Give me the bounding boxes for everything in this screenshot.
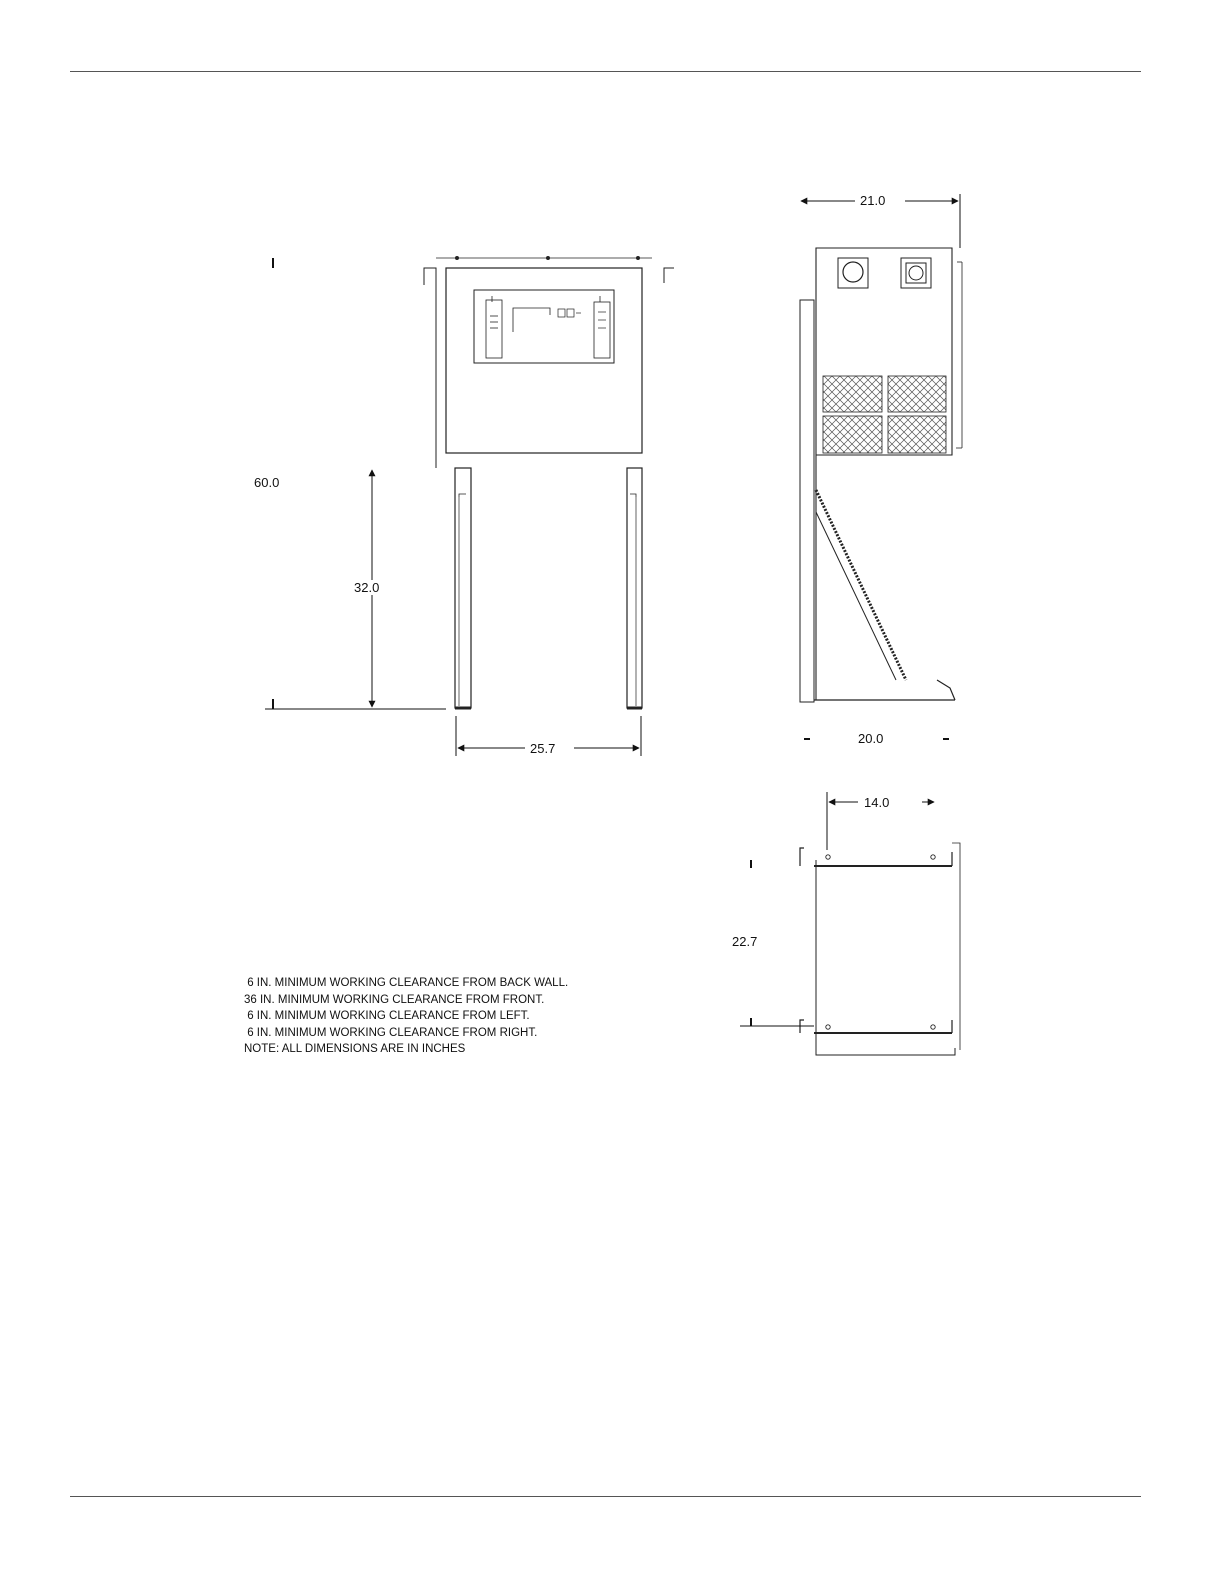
back-post (800, 300, 814, 702)
base-view (800, 843, 960, 1055)
dimension-total-height: 60.0 (254, 475, 280, 490)
dimension-base-width: 14.0 (864, 795, 890, 810)
note-front: 36 IN. MINIMUM WORKING CLEARANCE FROM FRONT. (244, 993, 545, 1006)
note-right: 6 IN. MINIMUM WORKING CLEARANCE FROM RIGHT. (244, 1026, 538, 1039)
vent-grille-4 (888, 416, 946, 453)
front-right-leg (627, 468, 642, 708)
mount-hole (826, 1025, 830, 1029)
mount-hole (826, 855, 830, 859)
vent-grille-3 (823, 416, 882, 453)
base-dimension-lines (740, 792, 934, 1026)
mount-hole (931, 855, 935, 859)
vent-grille-1 (823, 376, 882, 412)
note-back-wall: 6 IN. MINIMUM WORKING CLEARANCE FROM BACK WALL. (244, 977, 569, 989)
control-panel (474, 290, 614, 363)
front-cabinet-outline (446, 268, 642, 453)
side-view (800, 248, 962, 702)
front-view (424, 257, 674, 708)
dimension-base-depth: 22.7 (732, 934, 758, 949)
front-left-leg (455, 468, 471, 708)
clearance-notes (244, 975, 568, 1058)
front-dimension-lines (265, 258, 641, 756)
mount-hole (931, 1025, 935, 1029)
dimension-leg-height: 32.0 (354, 580, 380, 595)
side-dimension-lines (801, 194, 960, 739)
note-left: 6 IN. MINIMUM WORKING CLEARANCE FROM LEFT. (244, 1010, 530, 1022)
note-units: NOTE: ALL DIMENSIONS ARE IN INCHES (244, 1043, 466, 1055)
dimension-side-depth-top: 21.0 (860, 193, 886, 208)
dimension-front-width: 25.7 (530, 741, 556, 756)
vent-grille-2 (888, 376, 946, 412)
dimension-side-depth-bottom: 20.0 (858, 731, 884, 746)
